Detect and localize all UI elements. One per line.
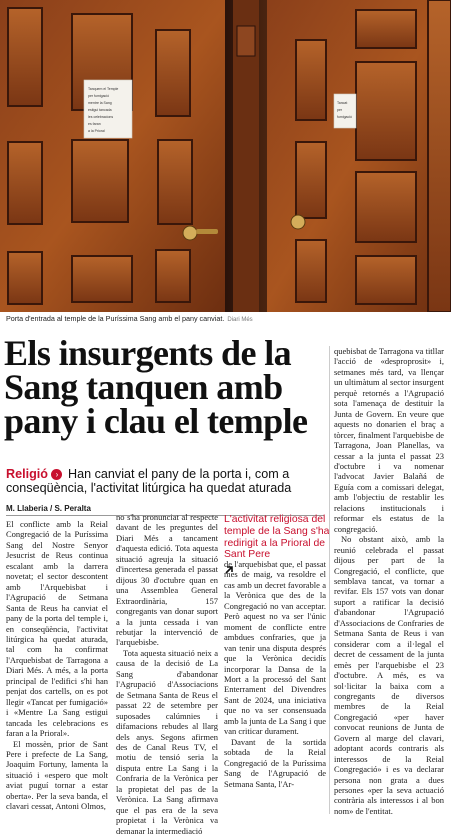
section-label: Religió [6,467,48,481]
notice-right-line-3: fumigació [337,115,352,119]
notice-left-line-5: les celebracions [88,115,114,119]
photo-church-door [0,0,451,312]
photo-caption [6,314,446,323]
column-divider [329,346,330,814]
article-column-4 [334,346,444,816]
paragraph: de l'arquebisbat que, el passat mes de maig, va resoldre el cas amb un decret favorable a la Verònica que des de la Congregació no van acceptar. Però aquest no va ser l'únic moment de conflicte entre ambdues confraries, que ja van tenir una disputa després que la Verònica decidís incorporar la Dansa de la Mort a la processó del Sant Enterrament del Divendres Sant de 2024, una iniciativa que no va ser consensuada amb la junta de La Sang i que van criticar durament. [224,559,326,737]
article-column-1 [6,519,108,812]
notice-left-line-1: Tanquem el Temple [88,87,119,91]
subhead-text: Han canviat el pany de la porta i, com a conseqüència, l'activitat litúrgica ha quedat aturada [6,467,292,495]
notice-left-line-3: mentre la Sang [88,101,112,105]
church-door-image [0,0,451,312]
paragraph: quebisbat de Tarragona va titllar l'acció de «desproprosit» i, setmanes més tard, va llençar un ultimàtum al sector insurgent perquè retornés a l'Agrupació sota l'amenaça de destituir la Junta de Govern. En veure que aquests no donarien el braç a tòrcer, finalment l'arquebisbe de Tarragona, Joan Planellas, va cessar a la junta el passat 23 d'octubre i va nomenar l'advocat Javier Balañá de Eguía com a comissari delegat, amb l'objectiu de restablir les relacions institucionals i reformar els estatus de la congregació. [334,346,444,534]
notice-right-line-2: per [337,108,343,112]
article-column-2 [116,512,218,836]
paragraph: El mossèn, prior de Sant Pere i prefecte de La Sang, Joaquim Fortuny, lamenta la situació i «espero que molt aviat puguí tornar a estar oberta». Per la seva banda, el clavari cessat, Antoni Olmos, [6,738,108,812]
paragraph: no s'ha pronunciat al respecte davant de les preguntes del Diari Més a tancament d'aquesta edició. Tota aquesta situació agreuja la situació d'incertesa generada el passat dijous 30 d'octubre quan en una Assemblea General Extraordinària, 157 congregants van donar suport a la junta cessada i van rebutjar la intervenció de l'arquebisbe. [116,512,218,648]
photo-credit: Diari Més [227,317,253,323]
paragraph: El conflicte amb la Reial Congregació de la Puríssima Sang del Nostre Senyor Jesucrist de Reus continua escalant amb la darrera novetat; el sector descontent amb l'Arquebisbat i l'Agrupació de Setmana Santa de Reus ha canviat el pany de la porta del temple i, en conseqüència, l'activitat litúrgica ha quedat aturada, tal com ha confirmat l'Arquebisbat de Tarragona a Diari Més. A més, a la porta principal de l'edifici s'hi han penjat dos cartells, on es pot llegir «Tancat per fumigació» i «Mentre La Sang estigui tancada les celebracions es faran a la Prioral». [6,519,108,739]
paragraph: Davant de la sortida sobtada de la Reial Congregació de la Puríssima Sang de l'Agrupació de Setmana Santa, l'Ar- [224,736,326,789]
notice-left-line-6: es faran [88,122,101,126]
headline: Els insurgents de la Sang tanquen amb pany i clau el temple [4,333,308,441]
notice-left-line-2: per fumigació [88,94,110,98]
chevron-right-icon: › [51,469,62,480]
paragraph: No obstant això, amb la reunió celebrada el passat dijous per part de la Congregació, el conflicte, que semblava tancat, va tornar a revifar. Els 157 vots van donar suport a ratificar la decisió d'abandonar l'Agrupació d'Associacions de Confraries de Setmana Santa de Reus i van considerar com a il·legal el decret de cessament de la junta emès per l'arquebisbe el 23 d'octubre. A més, es va sol·licitar la baixa com a congregants de diversos membres de la Reial Congregació «per haver convocat reunions de Junta de Govern al marge del clavari, adoptant acords contraris als interessos de la Reial Congregació» i es va declarar persona non grata a dues persones «per la seva actuació contrària als interessos i al bon nom» de l'entitat. [334,534,444,816]
notice-left-line-4: estigui tancada [88,108,112,112]
notice-left-line-7: a la Prioral [88,129,105,133]
article-column-3 [224,559,326,789]
byline: M. Llaberia / S. Peralta [6,504,324,516]
subhead [6,467,328,495]
notice-right-line-1: Tancat [337,101,348,105]
caption-text: Porta d'entrada al temple de la Puríssima Sang amb el pany canviat. [6,314,225,323]
pull-quote: L'activitat religiosa del temple de la Sang s'ha redirigit a la Prioral de Sant Pere [224,514,330,561]
paragraph: Tota aquesta situació neix a causa de la decisió de La Sang d'abandonar l'Agrupació d'Associacions de Setmana Santa de Reus el passat 22 de setembre per suposades calúmnies i difamacions rebudes al llarg dels anys. Segons afirmen des de Canal Reus TV, el motiu de tensió seria la disputa entre La Sang i la Confraria de la Verònica per la propietat del pas de la Verònica. La Sang afirmava que el pas era de la seva propietat i la Verònica va demanar la intermediació [116,647,218,836]
